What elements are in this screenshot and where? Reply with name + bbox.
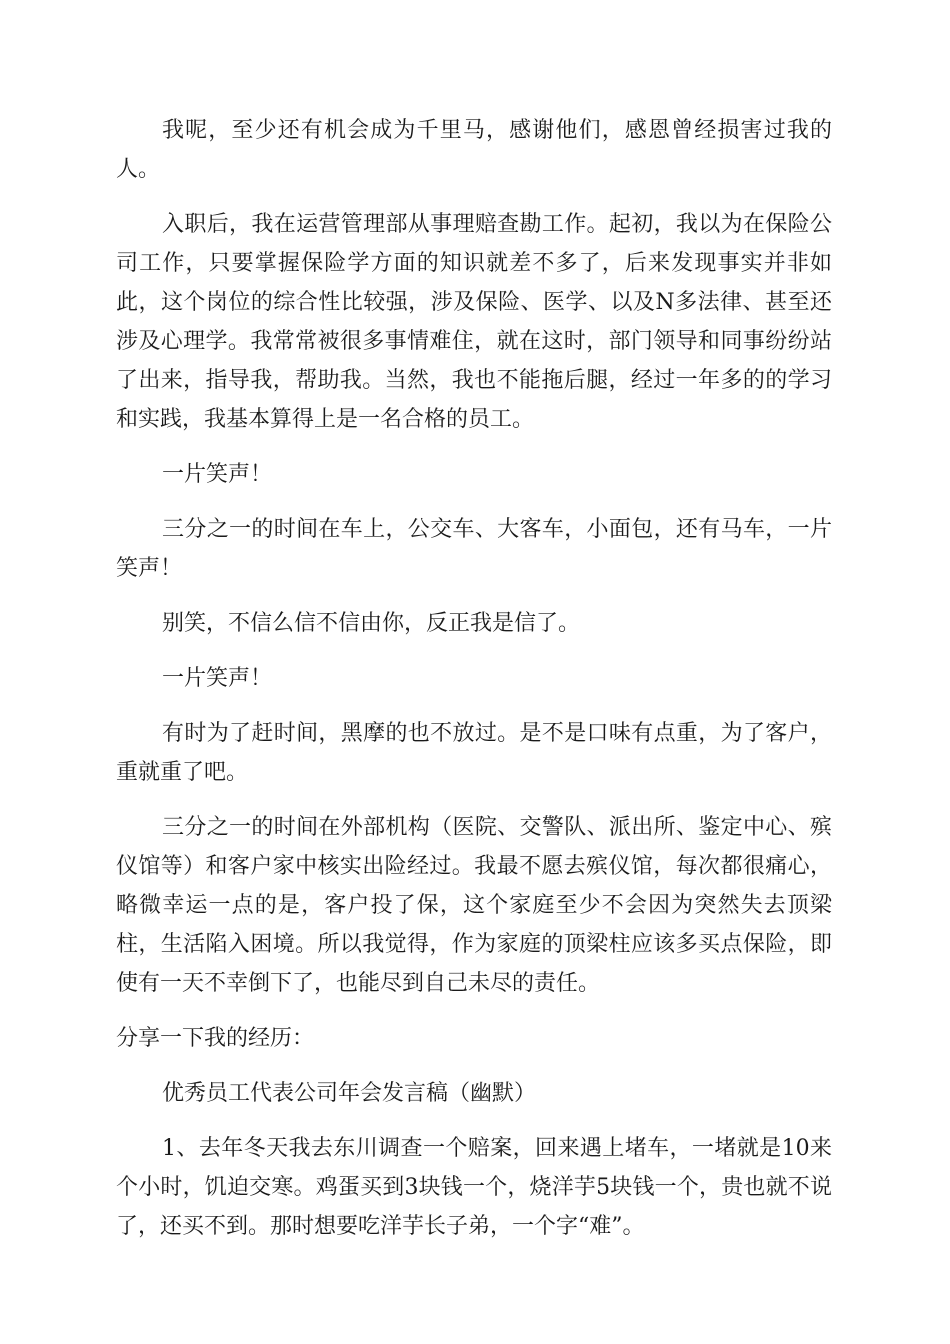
document-page xyxy=(116,111,832,1262)
paragraph-1: 我呢，至少还有机会成为千里马，感谢他们，感恩曾经损害过我的人。 xyxy=(116,118,832,182)
paragraph-10: 优秀员工代表公司年会发言稿（幽默） xyxy=(162,1081,537,1106)
paragraph-6: 一片笑声！ xyxy=(162,666,273,691)
paragraph-11: 1、去年冬天我去东川调查一个赔案，回来遇上堵车，一堵就是10来个小时，饥迫交寒。鸡蛋买到3块钱一个，烧洋芋5块钱一个，贵也就不说了，还买不到。那时想要吃洋芋长子弟，一个字“难”。 xyxy=(116,1136,832,1239)
paragraph-4: 三分之一的时间在车上，公交车、大客车，小面包，还有马车，一片笑声！ xyxy=(116,517,832,581)
paragraph-9: 分享一下我的经历： xyxy=(116,1026,315,1051)
paragraph-2: 入职后，我在运营管理部从事理赔查勘工作。起初，我以为在保险公司工作，只要掌握保险学方面的知识就差不多了，后来发现事实并非如此，这个岗位的综合性比较强，涉及保险、医学、以及N多法律、甚至还涉及心理学。我常常被很多事情难住，就在这时，部门领导和同事纷纷站了出来，指导我，帮助我。当然，我也不能拖后腿，经过一年多的的学习和实践，我基本算得上是一名合格的员工。 xyxy=(116,212,832,432)
paragraph-7: 有时为了赶时间，黑摩的也不放过。是不是口味有点重，为了客户，重就重了吧。 xyxy=(116,721,832,785)
paragraph-5: 别笑，不信么信不信由你，反正我是信了。 xyxy=(162,611,581,636)
paragraph-3: 一片笑声！ xyxy=(162,462,273,487)
paragraph-8: 三分之一的时间在外部机构（医院、交警队、派出所、鉴定中心、殡仪馆等）和客户家中核实出险经过。我最不愿去殡仪馆，每次都很痛心，略微幸运一点的是，客户投了保，这个家庭至少不会因为突然失去顶梁柱，生活陷入困境。所以我觉得，作为家庭的顶梁柱应该多买点保险，即使有一天不幸倒下了，也能尽到自己未尽的责任。 xyxy=(116,815,832,996)
